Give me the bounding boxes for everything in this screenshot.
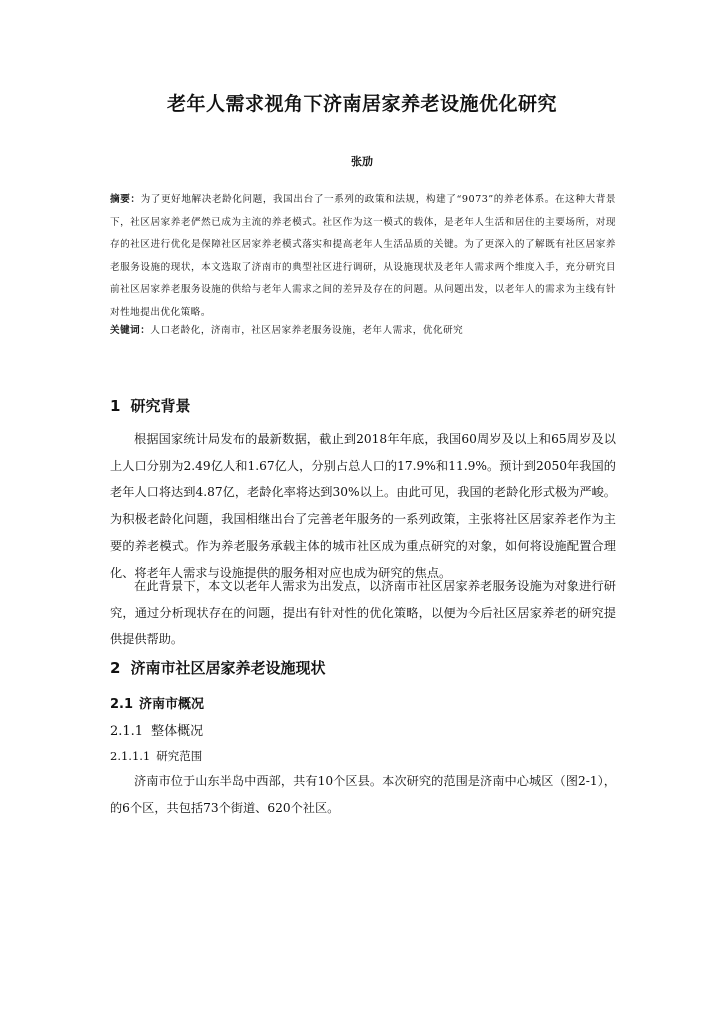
section-2-heading	[110, 657, 325, 678]
section-2-paragraph-1: 济南市位于山东半岛中西部，共有10个区县。本次研究的范围是济南中心城区（图2-1），的6个区，共包括73个街道、620个社区。	[110, 774, 616, 815]
section-2-1-title: 济南市概况	[139, 697, 205, 712]
author-name: 张劢	[351, 155, 373, 168]
section-1-title: 研究背景	[130, 397, 191, 415]
section-1-paragraph-1: 根据国家统计局发布的最新数据，截止到2018年年底，我国60周岁及以上和65周岁及以上人口分别为2.49亿人和1.67亿人，分别占总人口的17.9%和11.9%。预计到2050年我国的老年人口将达到4.87亿，老龄化率将达到30%以上。由此可见，我国的老龄化形式极为严峻。为积极老龄化问题，我国相继出台了完善老年服务的一系列政策，主张将社区居家养老作为主要的养老模式。作为养老服务承载主体的城市社区成为重点研究的对象，如何将设施配置合理化、将老年人需求与设施提供的服务相对应也成为研究的焦点。	[110, 432, 616, 580]
section-2-1-1-number: 2.1.1	[110, 724, 144, 739]
section-2-1-1-1-heading	[110, 748, 202, 764]
abstract-text: 为了更好地解决老龄化问题，我国出台了一系列的政策和法规，构建了“9073”的养老体系。在这种大背景下，社区居家养老俨然已成为主流的养老模式。社区作为这一模式的载体，是老年人生活和居住的主要场所，对现存的社区进行优化是保障社区居家养老模式落实和提高老年人生活品质的关键。为了更深入的了解既有社区居家养老服务设施的现状，本文选取了济南市的典型社区进行调研，从设施现状及老年人需求两个维度入手，充分研究目前社区居家养老服务设施的供给与老年人需求之间的差异及存在的问题。从问题出发，以老年人的需求为主线有针对性地提出优化策略。	[110, 194, 616, 318]
keywords-text: 人口老龄化，济南市，社区居家养老服务设施，老年人需求，优化研究	[150, 325, 464, 336]
section-1-heading	[110, 395, 190, 416]
section-2-1-1-heading	[110, 720, 203, 739]
section-1-paragraph-2: 在此背景下，本文以老年人需求为出发点，以济南市社区居家养老服务设施为对象进行研究，通过分析现状存在的问题，提出有针对性的优化策略，以便为今后社区居家养老的研究提供提供帮助。	[110, 579, 616, 647]
section-2-1-heading	[110, 693, 204, 712]
section-1-number: 1	[110, 397, 121, 415]
section-2-1-1-1-number: 2.1.1.1	[110, 749, 151, 763]
section-2-number: 2	[110, 659, 121, 677]
paper-title: 老年人需求视角下济南居家养老设施优化研究	[166, 93, 557, 115]
keywords	[110, 321, 616, 341]
keywords-label: 关键词：	[110, 325, 151, 336]
section-2-1-1-1-title: 研究范围	[156, 749, 203, 763]
abstract-label: 摘要：	[110, 194, 141, 205]
abstract	[110, 189, 616, 324]
section-2-1-1-title: 整体概况	[151, 724, 204, 739]
section-2-title: 济南市社区居家养老设施现状	[130, 659, 326, 677]
section-2-1-number: 2.1	[110, 697, 134, 712]
